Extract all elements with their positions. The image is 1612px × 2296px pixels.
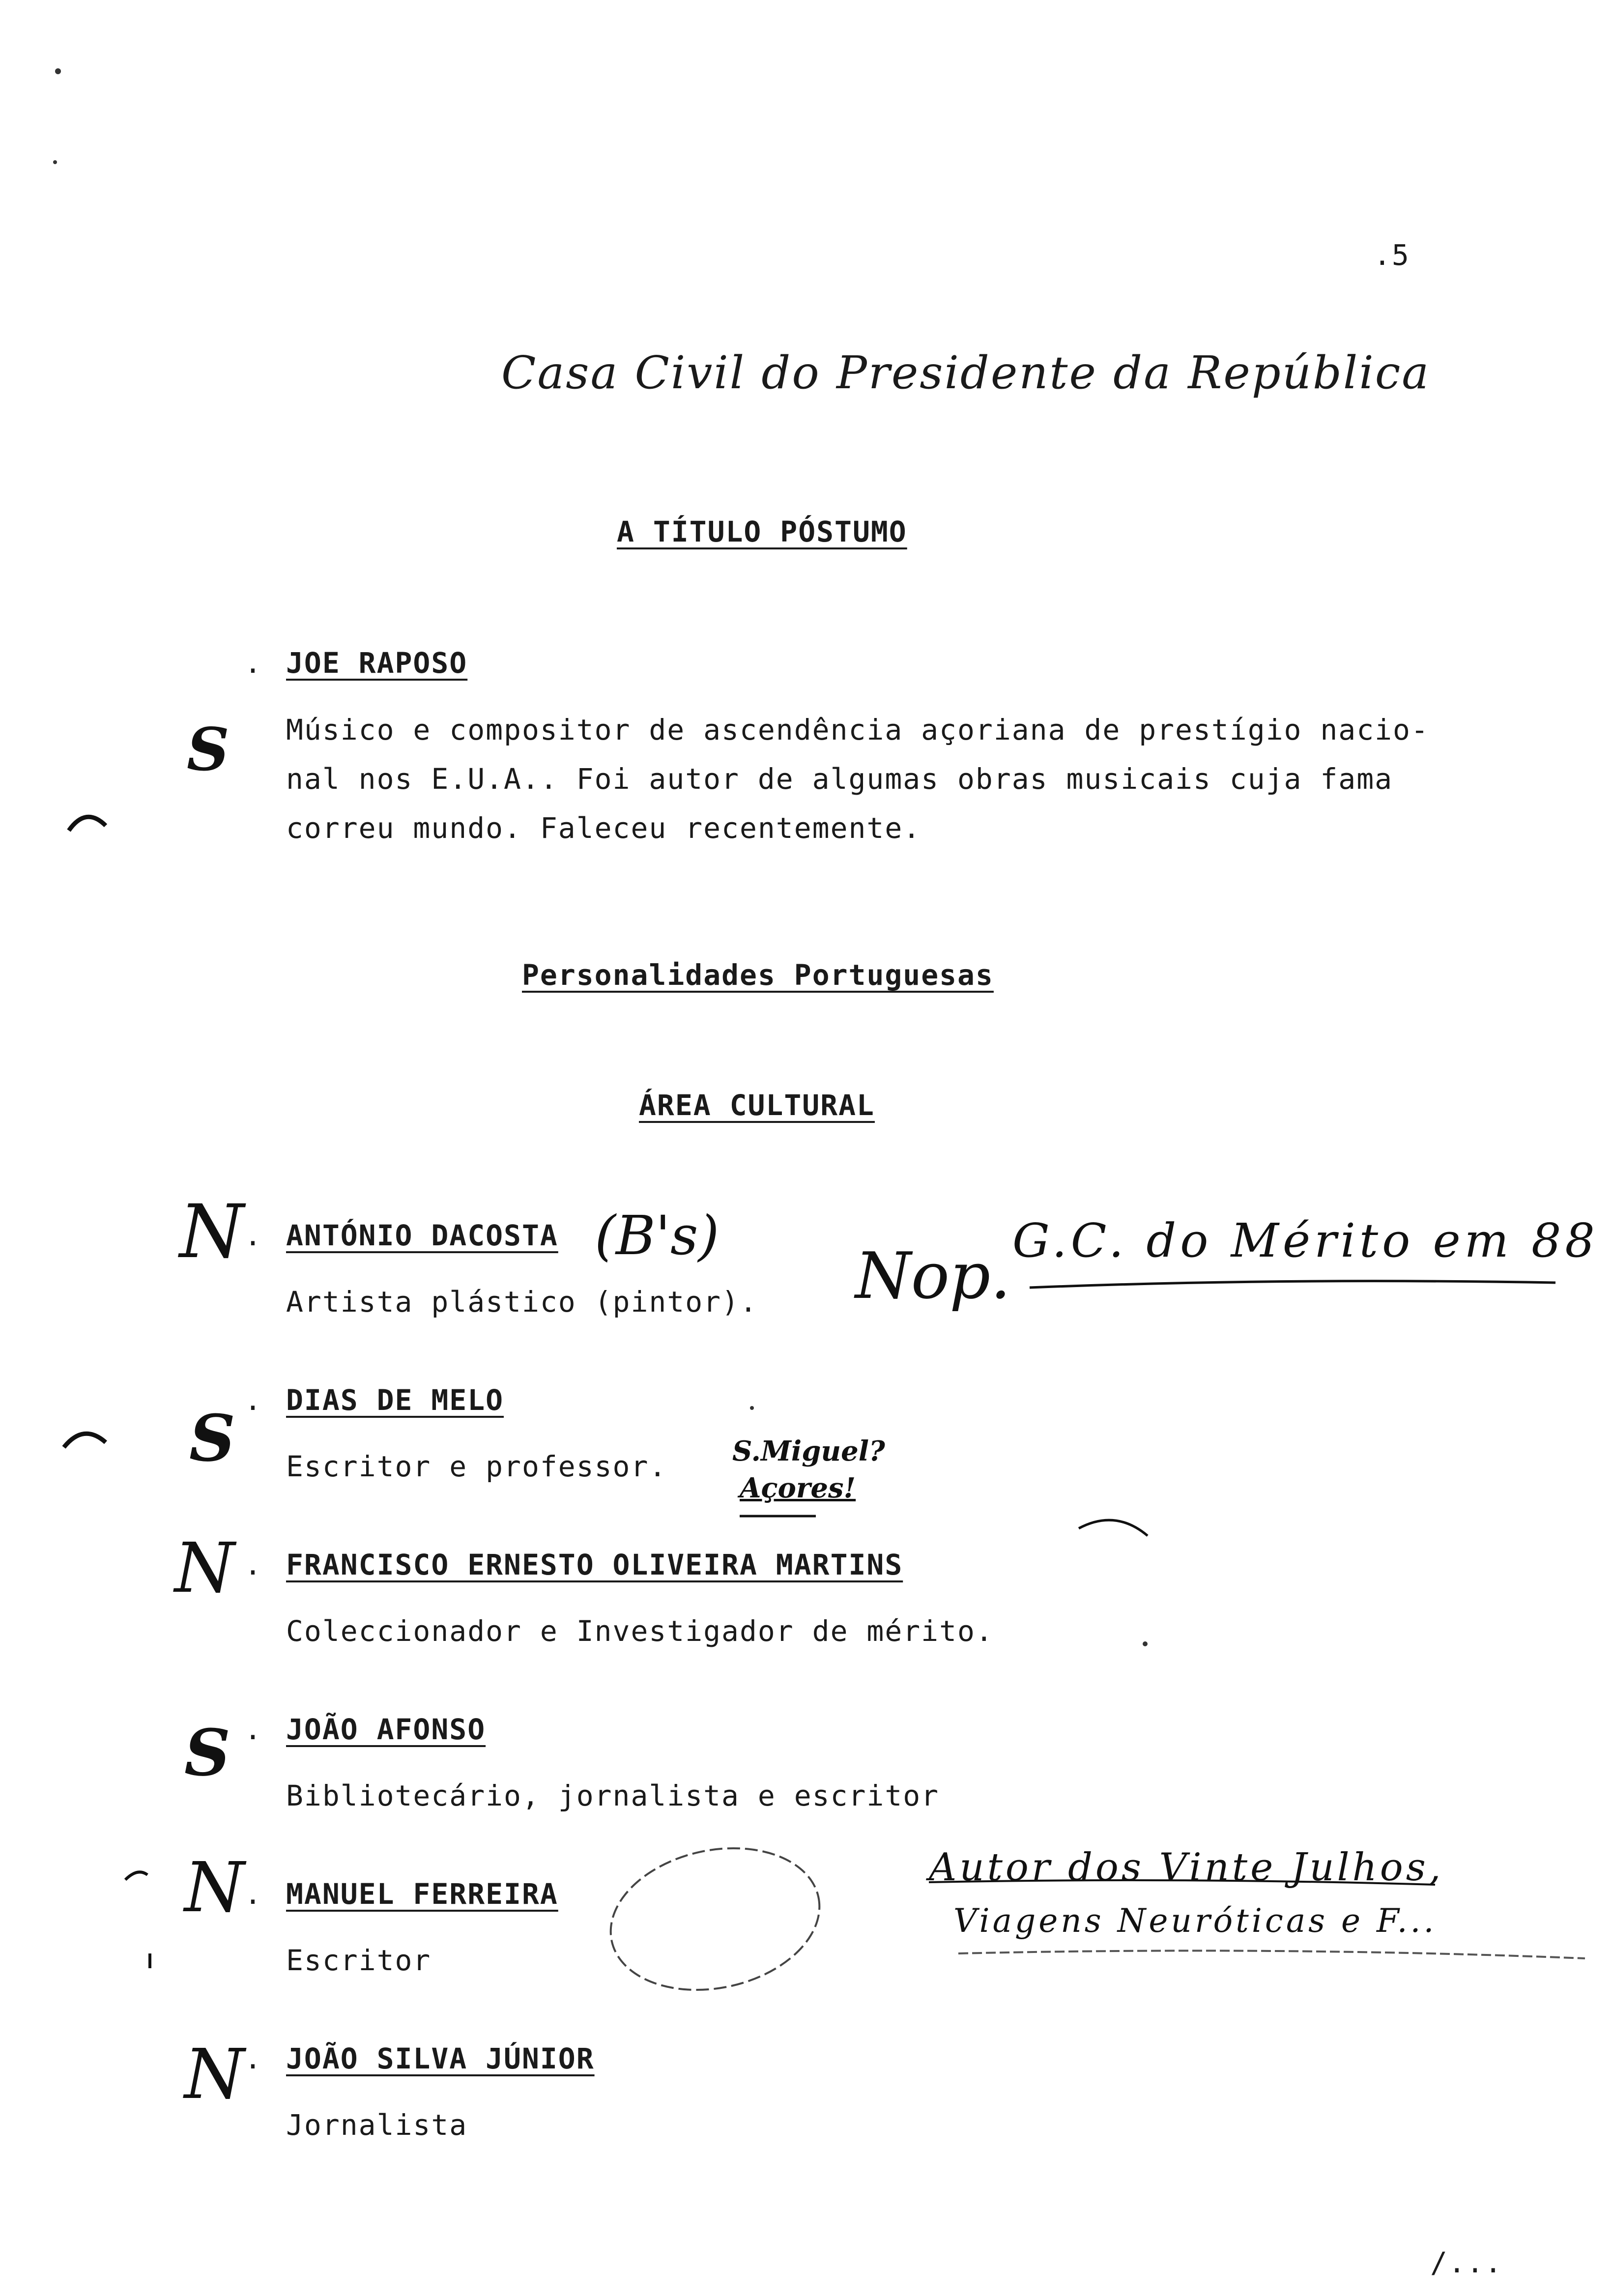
letterhead: Casa Civil do Presidente da República [501,346,1431,399]
entry-name-francisco-ernesto-oliveira-martins: FRANCISCO ERNESTO OLIVEIRA MARTINS [286,1548,903,1581]
entry-description: Escritor [286,1944,432,1977]
stamp-outline [598,1830,833,2008]
bullet: . [244,1219,262,1252]
entry-name-manuel-ferreira: MANUEL FERREIRA [286,1877,558,1911]
entry-description: Jornalista [286,2108,468,2142]
margin-mark-n: N [184,1848,245,1928]
margin-mark-n: N [184,2035,245,2115]
speck [1143,1641,1148,1646]
entry-description: Bibliotecário, jornalista e escritor [286,1779,940,1812]
margin-arc [69,817,106,831]
entry-name-joao-silva-junior: JOÃO SILVA JÚNIOR [286,2042,595,2075]
description-line: nal nos E.U.A.. Foi autor de algumas obras musicais cuja fama [286,762,1393,796]
margin-arc [1079,1520,1148,1536]
entry-name-joe-raposo: JOE RAPOSO [286,646,468,680]
margin-mark-s: S [187,715,230,784]
margin-arc [64,1434,106,1447]
description-line: correu mundo. Faleceu recentemente. [286,811,921,845]
side-note-underline [958,1951,1585,1958]
bullet: . [244,1713,262,1746]
posthumous-heading: A TÍTULO PÓSTUMO [617,515,907,548]
entry-name-joao-afonso: JOÃO AFONSO [286,1713,486,1746]
margin-mark-n: N [174,1528,235,1608]
handwritten-side-note: Autor dos Vinte Julhos, [929,1845,1444,1890]
side-note-underline [929,1880,1435,1885]
speck [750,1406,754,1410]
speck [53,160,57,164]
margin-arc [125,1872,147,1880]
section-title: Personalidades Portuguesas [522,958,994,992]
handwritten-annotation: Açores! [740,1472,856,1504]
margin-mark-s: S [184,1715,230,1790]
description-line: Músico e compositor de ascendência açoriana de prestígio nacio- [286,713,1429,746]
entry-name-antonio-dacosta: ANTÓNIO DACOSTA [286,1219,558,1252]
entry-name-dias-de-melo: DIAS DE MELO [286,1383,504,1417]
bullet: . [244,1383,262,1417]
bullet: . [244,1877,262,1911]
entry-description: Artista plástico (pintor). [286,1285,758,1319]
entry-description: Escritor e professor. [286,1450,667,1483]
bullet: . [244,1548,262,1581]
page-number: .5 [1374,238,1410,272]
margin-mark-s: S [189,1401,235,1476]
bullet: . [244,2042,262,2075]
handwritten-side-note: G.C. do Mérito em 88 [1012,1214,1599,1268]
speck [55,68,61,74]
handwritten-annotation: (B's) [595,1204,720,1267]
side-note-underline [1030,1281,1555,1288]
entry-description: Coleccionador e Investigador de mérito. [286,1614,994,1648]
margin-mark-n: N [179,1189,244,1275]
handwritten-annotation: S.Miguel? [732,1435,885,1467]
handwritten-side-note: Viagens Neuróticas e F... [953,1902,1437,1940]
handwritten-side-note: Nop. [855,1238,1011,1313]
area-title: ÁREA CULTURAL [639,1089,875,1122]
bullet: . [244,646,262,680]
continuation-marker: /... [1430,2246,1503,2279]
